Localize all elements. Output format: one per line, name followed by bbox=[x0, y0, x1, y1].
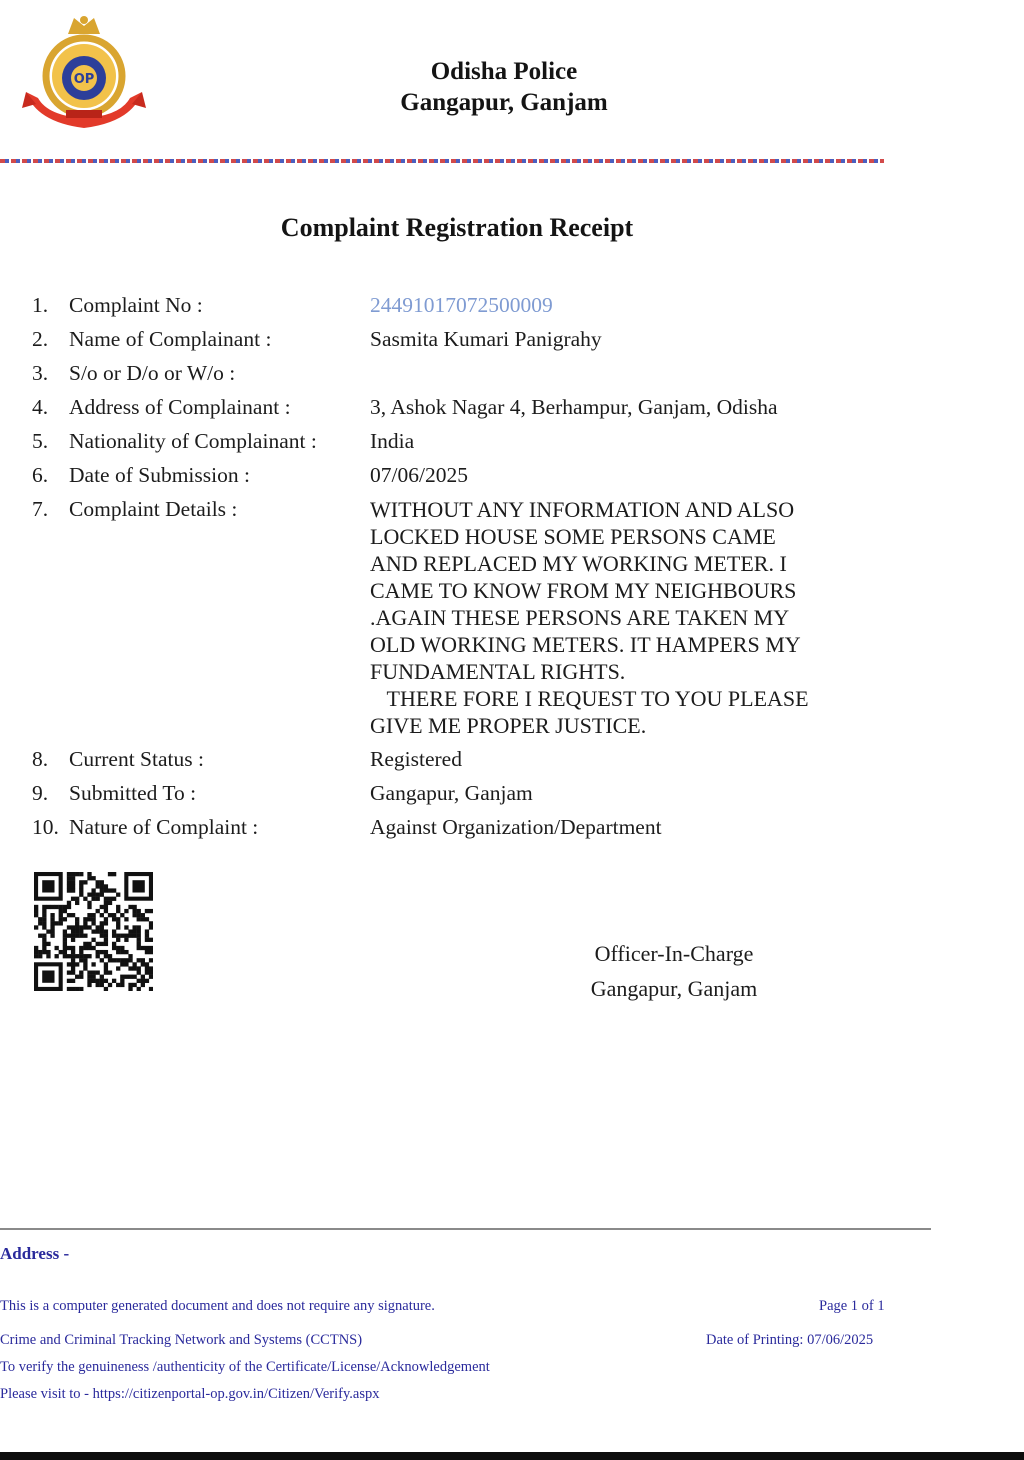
field-row bbox=[32, 394, 912, 421]
field-label: Nationality of Complainant : bbox=[69, 429, 317, 453]
decorative-border bbox=[0, 153, 884, 163]
field-row bbox=[32, 360, 912, 387]
field-value bbox=[370, 360, 912, 387]
field-value: Registered bbox=[370, 747, 462, 771]
complaint-fields bbox=[32, 292, 912, 848]
address-label: Address - bbox=[0, 1244, 70, 1263]
field-number: 1. bbox=[32, 293, 49, 317]
field-value: Against Organization/Department bbox=[370, 815, 662, 839]
field-label: Submitted To : bbox=[69, 781, 197, 805]
field-number: 6. bbox=[32, 463, 49, 487]
field-label: Date of Submission : bbox=[69, 463, 250, 487]
field-value: Gangapur, Ganjam bbox=[370, 781, 533, 805]
field-number: 8. bbox=[32, 747, 49, 771]
field-row bbox=[32, 326, 912, 353]
footer-note: This is a computer generated document and does not require any signature. bbox=[0, 1298, 435, 1314]
page-bottom-edge bbox=[0, 1452, 1024, 1460]
field-value: Sasmita Kumari Panigrahy bbox=[370, 327, 602, 351]
field-row bbox=[32, 780, 912, 807]
field-row bbox=[32, 496, 912, 739]
field-label: Name of Complainant : bbox=[69, 327, 272, 351]
field-value: WITHOUT ANY INFORMATION AND ALSO LOCKED HOUSE SOME PERSONS CAME AND REPLACED MY WORKING METER. I CAME TO KNOW FROM MY NEIGHBOURS .AGAIN THESE PERSONS ARE TAKEN MY OLD WORKING METERS. IT HAMPERS MY FUNDAMENTAL RIGHTS. THERE FORE I REQUEST TO YOU PLEASE GIVE ME PROPER JUSTICE. bbox=[370, 497, 809, 738]
emblem-text: OP bbox=[73, 72, 95, 87]
footer-verify: To verify the genuineness /authenticity of the Certificate/License/Acknowledgement bbox=[0, 1359, 490, 1375]
field-value: 24491017072500009 bbox=[370, 293, 553, 317]
field-label: Address of Complainant : bbox=[69, 395, 291, 419]
org-name: Odisha Police bbox=[430, 58, 578, 85]
field-number: 10. bbox=[32, 815, 59, 839]
signature-block bbox=[560, 936, 788, 1006]
field-value: India bbox=[370, 429, 415, 453]
footer-verify-url[interactable]: Please visit to - https://citizenportal-op.gov.in/Citizen/Verify.aspx bbox=[0, 1386, 380, 1402]
field-number: 9. bbox=[32, 781, 49, 805]
field-number: 7. bbox=[32, 497, 49, 521]
page-number: Page 1 of 1 bbox=[819, 1298, 885, 1314]
field-number: 5. bbox=[32, 429, 49, 453]
field-row bbox=[32, 462, 912, 489]
printing-date: Date of Printing: 07/06/2025 bbox=[706, 1332, 874, 1348]
officer-station: Gangapur, Ganjam bbox=[590, 976, 758, 1001]
document-title: Complaint Registration Receipt bbox=[280, 213, 634, 242]
qr-code bbox=[34, 872, 153, 991]
field-label: S/o or D/o or W/o : bbox=[69, 361, 236, 385]
field-number: 3. bbox=[32, 361, 49, 385]
field-label: Nature of Complaint : bbox=[69, 815, 259, 839]
odisha-police-emblem bbox=[22, 12, 146, 134]
field-value: 07/06/2025 bbox=[370, 463, 468, 487]
field-row bbox=[32, 814, 912, 841]
header bbox=[330, 56, 678, 118]
field-label: Complaint No : bbox=[69, 293, 203, 317]
field-label: Current Status : bbox=[69, 747, 204, 771]
station-name: Gangapur, Ganjam bbox=[400, 89, 608, 116]
field-label: Complaint Details : bbox=[69, 497, 238, 521]
officer-designation: Officer-In-Charge bbox=[594, 941, 754, 966]
field-value: 3, Ashok Nagar 4, Berhampur, Ganjam, Odisha bbox=[370, 395, 778, 419]
field-row bbox=[32, 746, 912, 773]
field-number: 2. bbox=[32, 327, 49, 351]
field-number: 4. bbox=[32, 395, 49, 419]
field-row bbox=[32, 292, 912, 319]
footer-cctns: Crime and Criminal Tracking Network and Systems (CCTNS) bbox=[0, 1332, 363, 1348]
field-row bbox=[32, 428, 912, 455]
footer-divider bbox=[0, 1228, 931, 1230]
